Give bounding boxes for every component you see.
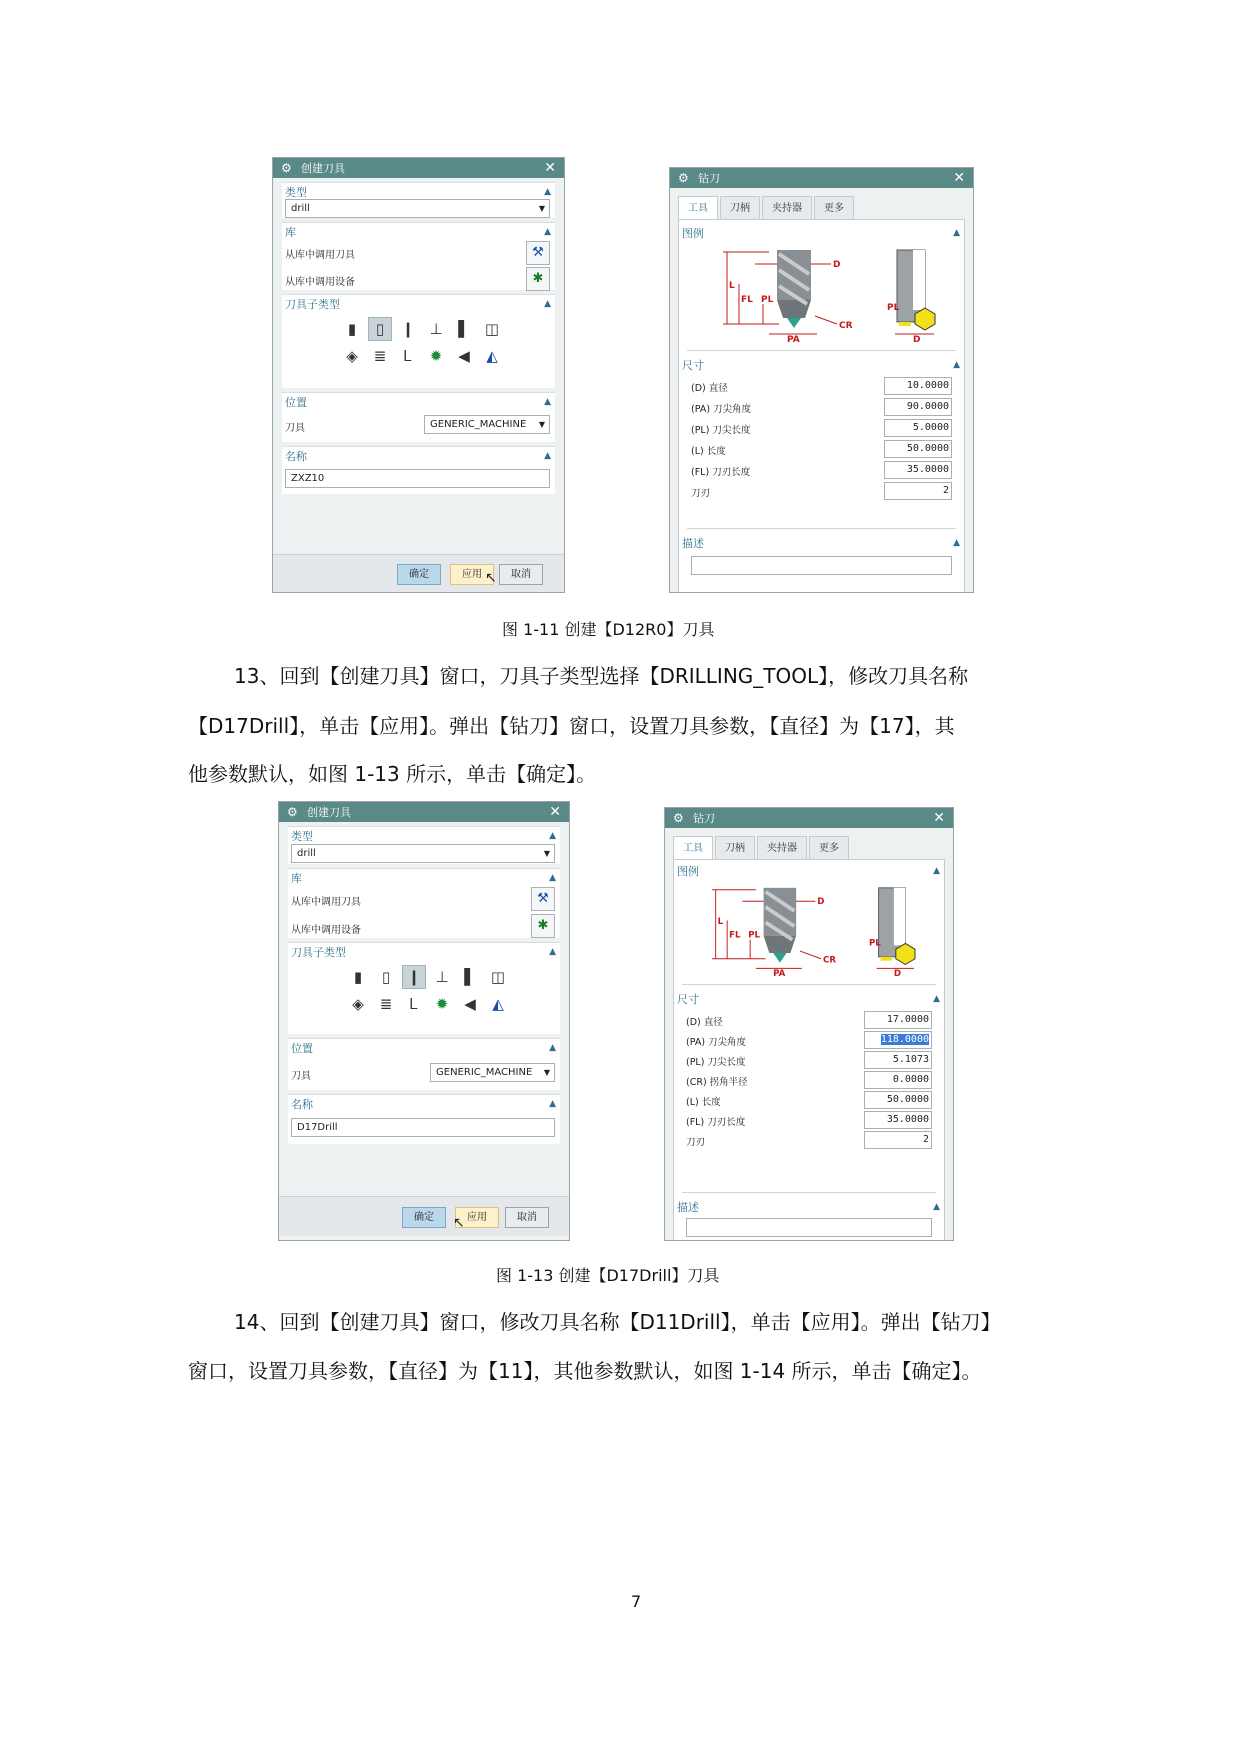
dimension-row [691, 440, 952, 459]
dimension-row [686, 1111, 932, 1130]
dimension-value-input[interactable]: 35.0000 [864, 1111, 932, 1129]
type-dropdown[interactable]: drill ▼ [291, 844, 555, 863]
dimension-label: (PL) 刀尖长度 [691, 425, 751, 436]
dimension-row [691, 419, 952, 438]
dimension-label: (PA) 刀尖角度 [686, 1037, 747, 1048]
name-input[interactable]: D17Drill [291, 1118, 555, 1137]
apply-button[interactable]: 应用 [450, 564, 494, 585]
thread-mill-icon[interactable]: ≣ [373, 347, 387, 365]
tab-tool[interactable]: 工具 [673, 836, 713, 859]
counterbore-icon[interactable]: ⊥ [435, 968, 449, 986]
drill-dialog-2 [664, 807, 954, 1241]
chevron-down-icon: ▼ [543, 1068, 550, 1077]
tab-bar [678, 196, 856, 219]
legend-label-d-right: D [893, 969, 902, 979]
tap-icon[interactable]: ◫ [484, 320, 500, 338]
drill-tool-icon[interactable]: ▯ [381, 968, 391, 986]
dimension-value-input[interactable]: 118.0000 [864, 1031, 932, 1049]
tool-dropdown[interactable]: GENERIC_MACHINE ▼ [424, 415, 550, 434]
paragraph-13-line-1: 13、回到【创建刀具】窗口，刀具子类型选择【DRILLING_TOOL】，修改刀具名称 [234, 664, 969, 688]
dialog-titlebar [670, 168, 973, 188]
legend-label-l: L [729, 281, 735, 291]
library-section [288, 868, 560, 938]
tab-bar [673, 836, 851, 859]
tab-tool[interactable]: 工具 [678, 196, 718, 219]
legend-label-pl-right: PL [869, 938, 881, 949]
location-section [288, 1038, 560, 1090]
dimension-label: (CR) 拐角半径 [686, 1077, 748, 1088]
library-tool-icon[interactable]: ⚒ [531, 887, 555, 911]
twist-drill-icon[interactable]: ❙ [402, 965, 426, 989]
dimension-value-input[interactable]: 35.0000 [884, 461, 952, 479]
location-section-title: 位置 [285, 395, 307, 409]
legend-label-fl: FL [729, 930, 741, 941]
ok-button[interactable]: 确定 [402, 1207, 446, 1228]
dimension-row [686, 1071, 932, 1090]
collapse-icon[interactable]: ▲ [544, 396, 551, 407]
collapse-icon[interactable]: ▲ [933, 1201, 940, 1212]
dimension-row [691, 482, 952, 501]
dimension-label: (L) 长度 [691, 446, 726, 457]
dimension-row [691, 377, 952, 396]
name-section-title: 名称 [291, 1097, 313, 1111]
chevron-down-icon: ▼ [538, 420, 545, 429]
dialog-title: 钻刀 [698, 172, 720, 185]
dimension-label: 刀刃 [691, 488, 711, 499]
subtype-section-title: 刀具子类型 [285, 297, 340, 311]
type-dropdown[interactable]: drill ▼ [285, 199, 550, 218]
dimension-row [686, 1051, 932, 1070]
reamer-icon[interactable]: ▌ [464, 968, 476, 986]
cursor-icon: ↖ [485, 570, 497, 586]
type-section-title: 类型 [285, 185, 307, 199]
paragraph-13-line-3: 他参数默认，如图 1-13 所示，单击【确定】。 [188, 762, 597, 786]
cursor-icon: ↖ [453, 1215, 465, 1231]
type-section-title: 类型 [291, 829, 313, 843]
cancel-button[interactable]: 取消 [505, 1207, 549, 1228]
dimension-row [686, 1131, 932, 1150]
collapse-icon[interactable]: ▲ [953, 227, 960, 238]
dimension-label: (L) 长度 [686, 1097, 721, 1108]
thread-mill-icon[interactable]: ≣ [379, 995, 393, 1013]
create-tool-dialog [272, 157, 565, 593]
legend-label-pl-right: PL [887, 303, 900, 313]
library-section-title: 库 [291, 871, 302, 885]
tab-clamp[interactable]: 夹持器 [762, 196, 812, 219]
gear-icon: ⚙ [281, 161, 292, 175]
dialog-title: 创建刀具 [307, 806, 351, 819]
paragraph-14-line-1: 14、回到【创建刀具】窗口，修改刀具名称【D11Drill】，单击【应用】。弹出【钻刀】 [234, 1310, 1001, 1334]
collapse-icon[interactable]: ▲ [549, 872, 556, 883]
cancel-button[interactable]: 取消 [499, 564, 543, 585]
collapse-icon[interactable]: ▲ [953, 359, 960, 370]
paragraph-13-line-2: 【D17Drill】，单击【应用】。弹出【钻刀】窗口，设置刀具参数，【直径】为【17】，其 [188, 714, 955, 738]
dimension-value-input[interactable]: 90.0000 [884, 398, 952, 416]
location-section [282, 392, 555, 442]
gear-icon: ⚙ [678, 171, 689, 185]
legend-label-cr: CR [839, 321, 853, 331]
dimension-label: (D) 直径 [691, 383, 728, 394]
dialog-title: 创建刀具 [301, 162, 345, 175]
dimension-value-input[interactable]: 50.0000 [884, 440, 952, 458]
legend-label-fl: FL [741, 295, 753, 305]
collapse-icon[interactable]: ▲ [549, 1098, 556, 1109]
drilling-insert-icon[interactable]: ✹ [429, 347, 443, 365]
chevron-down-icon: ▼ [543, 849, 550, 858]
tap-icon[interactable]: ◫ [490, 968, 506, 986]
button-bar [273, 554, 564, 593]
lib-device-label: 从库中调用设备 [285, 277, 355, 288]
dimension-value-input[interactable]: 5.1073 [864, 1051, 932, 1069]
legend-label-pa: PA [773, 969, 786, 979]
legend-section-title: 图例 [677, 864, 699, 878]
dimension-row [686, 1091, 932, 1110]
boring-bar-icon[interactable]: Ꮮ [409, 995, 419, 1013]
lib-tool-label: 从库中调用刀具 [285, 250, 355, 261]
countersink-icon[interactable]: ◈ [352, 995, 364, 1013]
drill-tool-icon[interactable]: ▯ [368, 317, 392, 341]
drill-legend-diagram [708, 880, 938, 980]
subtype-icon-grid [346, 965, 512, 1016]
figure-caption-1-11: 图 1-11 创建【D12R0】刀具 [502, 620, 715, 639]
dimension-row [691, 398, 952, 417]
dim-section-title: 尺寸 [677, 992, 699, 1006]
dialog-titlebar [665, 808, 953, 828]
ok-button[interactable]: 确定 [397, 564, 441, 585]
create-tool-dialog-2 [278, 801, 570, 1241]
legend-label-d-right: D [913, 335, 921, 344]
name-section [282, 446, 555, 494]
boring-bar-icon[interactable]: Ꮮ [403, 347, 413, 365]
dimension-label: (D) 直径 [686, 1017, 723, 1028]
gear-icon: ⚙ [673, 811, 684, 825]
collapse-icon[interactable]: ▲ [544, 298, 551, 309]
desc-section-title: 描述 [682, 536, 704, 550]
back-counter-icon[interactable]: ◀ [458, 347, 470, 365]
close-icon[interactable]: ✕ [933, 810, 945, 826]
page-number: 7 [631, 1592, 642, 1611]
name-section [288, 1094, 560, 1144]
legend-label-pl: PL [761, 295, 774, 305]
countersink-icon[interactable]: ◈ [346, 347, 358, 365]
spot-drill-icon[interactable]: ▮ [353, 968, 363, 986]
dim-section-title: 尺寸 [682, 358, 704, 372]
collapse-icon[interactable]: ▲ [544, 226, 551, 237]
type-section [282, 182, 555, 218]
subtype-section [282, 294, 555, 388]
tool-label: 刀具 [291, 1071, 311, 1082]
legend-label-pl: PL [748, 930, 761, 941]
tab-clamp[interactable]: 夹持器 [757, 836, 807, 859]
dimension-value-input[interactable]: 2 [884, 482, 952, 500]
legend-label-cr: CR [823, 955, 836, 966]
counterbore-icon[interactable]: ⊥ [429, 320, 443, 338]
name-input[interactable]: ZXZ10 [285, 469, 550, 488]
dialog-titlebar [279, 802, 569, 822]
collapse-icon[interactable]: ▲ [933, 993, 940, 1004]
back-counter-icon[interactable]: ◀ [464, 995, 476, 1013]
library-device-icon[interactable]: ✱ [526, 267, 550, 291]
library-tool-icon[interactable]: ⚒ [526, 241, 550, 265]
dimension-value-input[interactable]: 2 [864, 1131, 932, 1149]
collapse-icon[interactable]: ▲ [549, 946, 556, 957]
close-icon[interactable]: ✕ [953, 170, 965, 186]
type-section [288, 826, 560, 864]
reamer-icon[interactable]: ▌ [458, 320, 470, 338]
dimension-row [686, 1031, 932, 1050]
collapse-icon[interactable]: ▲ [933, 865, 940, 876]
subtype-section-title: 刀具子类型 [291, 945, 346, 959]
subtype-icon-grid [340, 317, 506, 368]
drill-dialog [669, 167, 974, 593]
tool-tab-panel [678, 219, 965, 593]
dimension-label: 刀刃 [686, 1137, 706, 1148]
gear-icon: ⚙ [287, 805, 298, 819]
collapse-icon[interactable]: ▲ [544, 186, 551, 197]
tab-holder[interactable]: 刀柄 [715, 836, 755, 859]
legend-section-title: 图例 [682, 226, 704, 240]
drill-legend-diagram [719, 244, 959, 344]
collapse-icon[interactable]: ▲ [953, 537, 960, 548]
dialog-titlebar [273, 158, 564, 178]
tab-holder[interactable]: 刀柄 [720, 196, 760, 219]
collapse-icon[interactable]: ▲ [544, 450, 551, 461]
dimension-row [691, 461, 952, 480]
apply-button[interactable]: 应用 [455, 1207, 499, 1228]
lib-tool-label: 从库中调用刀具 [291, 897, 361, 908]
dimension-label: (FL) 刀刃长度 [686, 1117, 746, 1128]
dimension-value-input[interactable]: 5.0000 [884, 419, 952, 437]
subtype-section [288, 942, 560, 1034]
legend-label-pa: PA [787, 335, 800, 344]
name-section-title: 名称 [285, 449, 307, 463]
drilling-insert-icon[interactable]: ✹ [435, 995, 449, 1013]
dimension-label: (FL) 刀刃长度 [691, 467, 751, 478]
dimension-label: (PL) 刀尖长度 [686, 1057, 746, 1068]
tab-more[interactable]: 更多 [814, 196, 854, 219]
legend-label-l: L [717, 917, 724, 928]
dimension-row [686, 1011, 932, 1030]
library-device-icon[interactable]: ✱ [531, 914, 555, 938]
desc-section-title: 描述 [677, 1200, 699, 1214]
description-input[interactable] [686, 1218, 932, 1237]
library-section [282, 222, 555, 290]
button-bar [279, 1196, 569, 1236]
dimension-label: (PA) 刀尖角度 [691, 404, 752, 415]
dimension-value-input[interactable]: 17.0000 [864, 1011, 932, 1029]
twist-drill-icon[interactable]: ❙ [401, 320, 415, 338]
legend-label-d: D [833, 260, 841, 270]
legend-label-d: D [817, 897, 825, 908]
chamfer-tool-icon[interactable]: ◭ [486, 347, 498, 365]
spot-drill-icon[interactable]: ▮ [347, 320, 357, 338]
dimension-value-input[interactable]: 50.0000 [864, 1091, 932, 1109]
tool-tab-panel [673, 859, 945, 1241]
collapse-icon[interactable]: ▲ [549, 1042, 556, 1053]
chevron-down-icon: ▼ [538, 204, 545, 213]
dimension-value-input[interactable]: 10.0000 [884, 377, 952, 395]
dimension-value-input[interactable]: 0.0000 [864, 1071, 932, 1089]
dialog-title: 钻刀 [693, 812, 715, 825]
tool-label: 刀具 [285, 423, 305, 434]
close-icon[interactable]: ✕ [549, 804, 561, 820]
collapse-icon[interactable]: ▲ [549, 830, 556, 841]
paragraph-14-line-2: 窗口，设置刀具参数，【直径】为【11】，其他参数默认，如图 1-14 所示，单击【确定】。 [188, 1359, 982, 1383]
close-icon[interactable]: ✕ [544, 160, 556, 176]
tab-more[interactable]: 更多 [809, 836, 849, 859]
description-input[interactable] [691, 556, 952, 575]
chamfer-tool-icon[interactable]: ◭ [492, 995, 504, 1013]
figure-caption-1-13: 图 1-13 创建【D17Drill】刀具 [496, 1266, 720, 1285]
lib-device-label: 从库中调用设备 [291, 925, 361, 936]
location-section-title: 位置 [291, 1041, 313, 1055]
library-section-title: 库 [285, 225, 296, 239]
tool-dropdown[interactable]: GENERIC_MACHINE ▼ [430, 1063, 555, 1082]
